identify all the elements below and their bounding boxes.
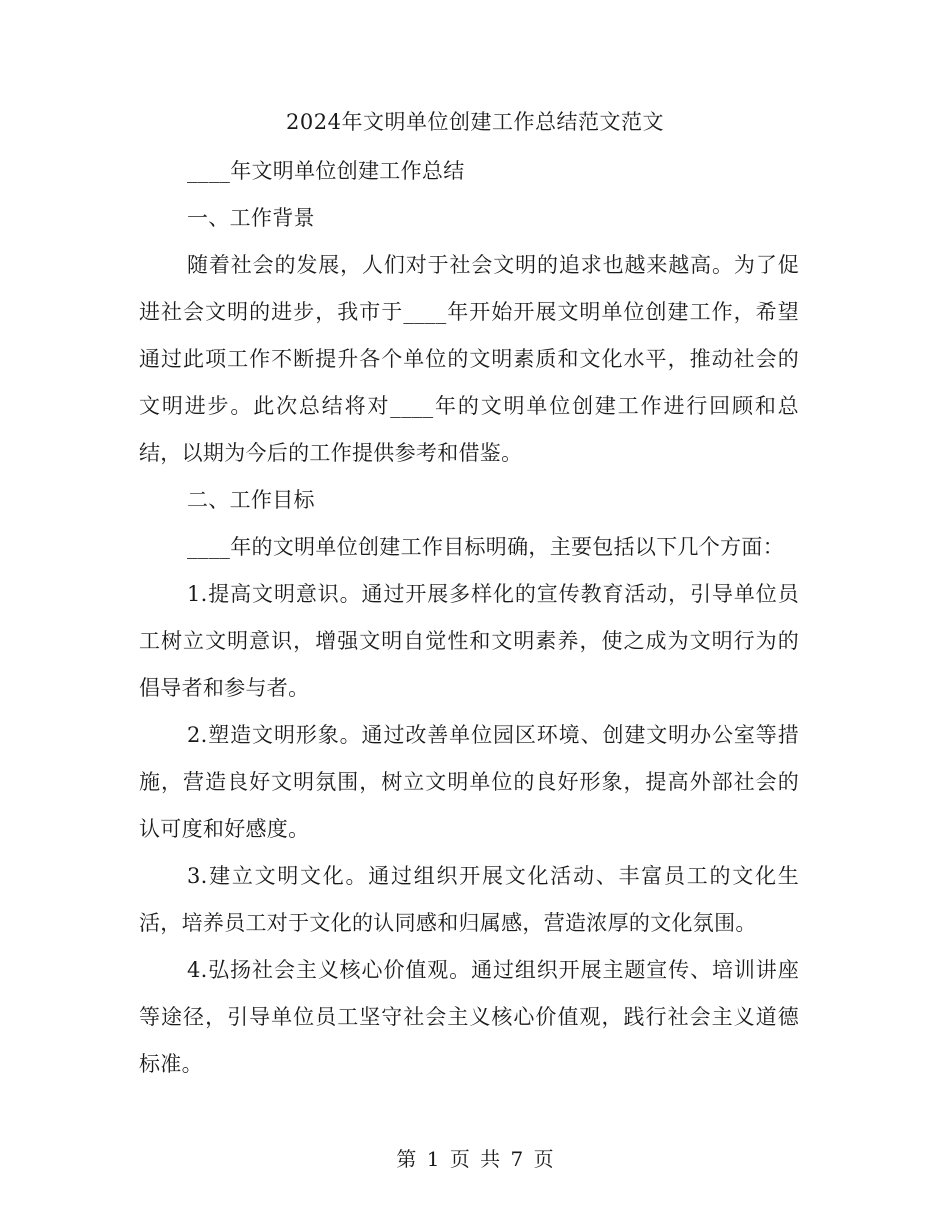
section-heading-background: 一、工作背景 — [187, 206, 315, 230]
goal-item-4: 4.弘扬社会主义核心价值观。通过组织开展主题宣传、培训讲座等途径，引导单位员工坚守社会主义核心价值观，践行社会主义道德标准。 — [139, 958, 799, 1076]
page-number-footer: 第 1 页 共 7 页 — [396, 1147, 554, 1171]
goal-item-3: 3.建立文明文化。通过组织开展文化活动、丰富员工的文化生活，培养员工对于文化的认同感和归属感，营造浓厚的文化氛围。 — [139, 864, 799, 935]
document-title: 2024年文明单位创建工作总结范文范文 — [286, 110, 664, 134]
subtitle-heading: ____年文明单位创建工作总结 — [187, 159, 465, 183]
goal-item-2: 2.塑造文明形象。通过改善单位园区环境、创建文明办公室等措施，营造良好文明氛围，树立文明单位的良好形象，提高外部社会的认可度和好感度。 — [139, 723, 799, 841]
document-body — [139, 148, 799, 1088]
paragraph-goals-intro: ____年的文明单位创建工作目标明确，主要包括以下几个方面： — [187, 535, 784, 559]
section-heading-goals: 二、工作目标 — [187, 488, 315, 512]
paragraph-background: 随着社会的发展，人们对于社会文明的追求也越来越高。为了促进社会文明的进步，我市于____年开始开展文明单位创建工作，希望通过此项工作不断提升各个单位的文明素质和文化水平，推动社会的文明进步。此次总结将对____年的文明单位创建工作进行回顾和总结，以期为今后的工作提供参考和借鉴。 — [139, 253, 799, 465]
goal-item-1: 1.提高文明意识。通过开展多样化的宣传教育活动，引导单位员工树立文明意识，增强文明自觉性和文明素养，使之成为文明行为的倡导者和参与者。 — [139, 582, 799, 700]
